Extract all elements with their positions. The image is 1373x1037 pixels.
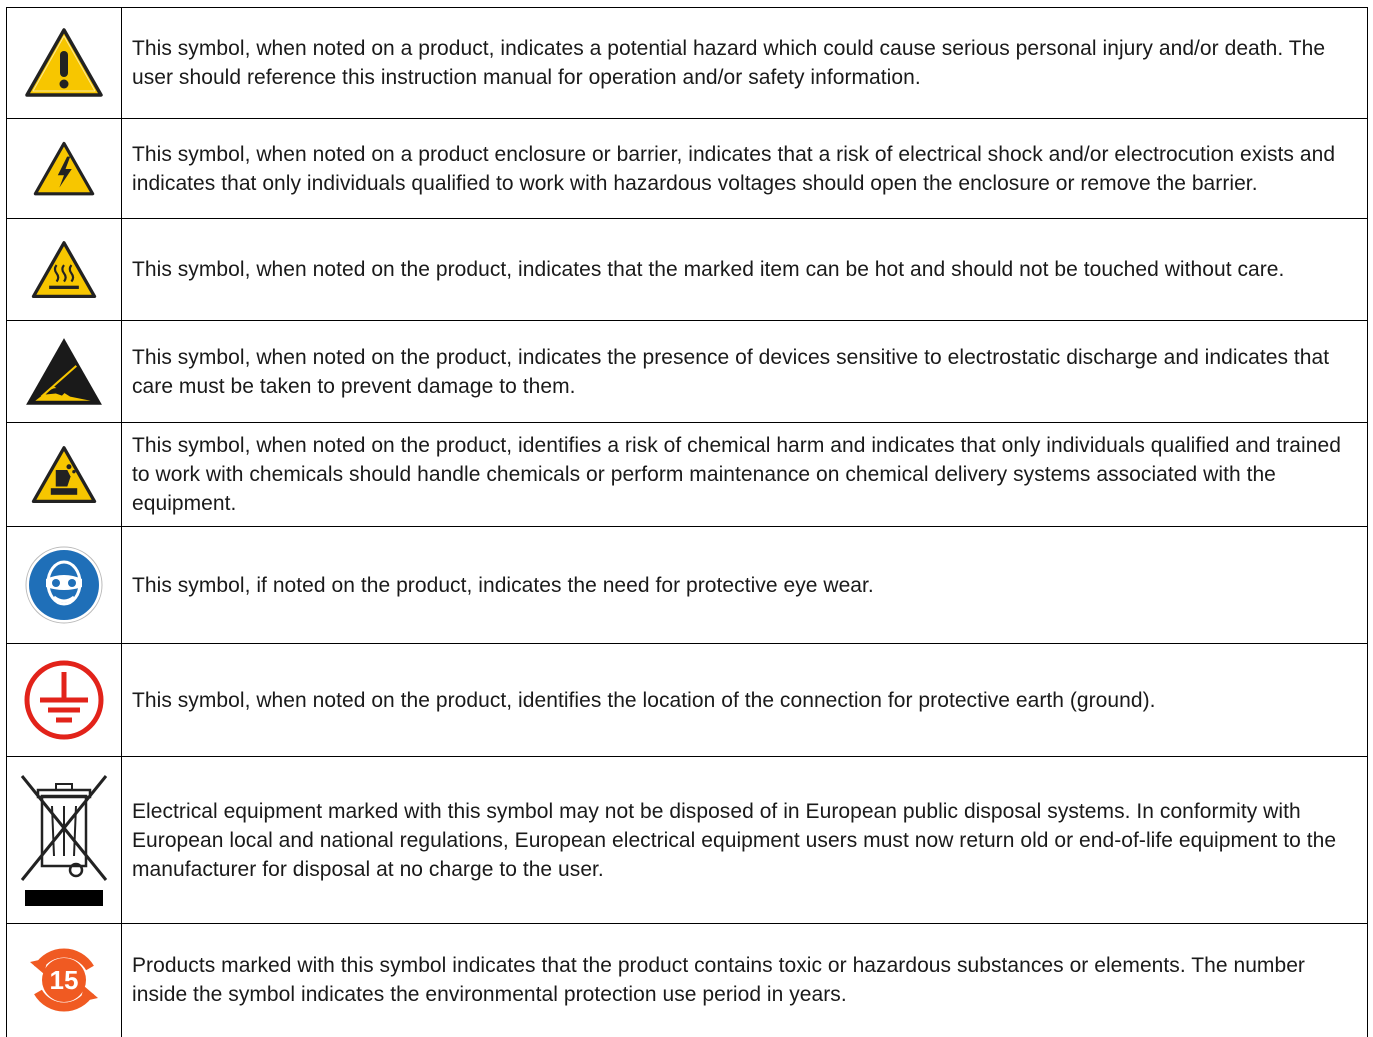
symbol-description: This symbol, when noted on the product, indicates that the marked item can be hot and should not be touched without care.: [122, 219, 1368, 321]
weee-black-bar: [25, 890, 103, 906]
symbol-description: This symbol, when noted on a product, indicates a potential hazard which could cause serious personal injury and/or death. The user should reference this instruction manual for operation and/or safety information.: [122, 8, 1368, 119]
symbol-icon-cell: [7, 321, 122, 423]
symbol-icon-cell: [7, 119, 122, 219]
symbol-icon-cell: [7, 924, 122, 1037]
symbol-row: [7, 219, 1368, 321]
symbol-description: This symbol, when noted on a product enclosure or barrier, indicates that a risk of electrical shock and/or electrocution exists and indicates that only individuals qualified to work with hazardous voltages should open the enclosure or remove the barrier.: [122, 119, 1368, 219]
symbol-description: This symbol, when noted on the product, identifies a risk of chemical harm and indicates that only individuals qualified and trained to work with chemicals should handle chemicals or perform maintenance on chemical delivery systems associated with the equipment.: [122, 423, 1368, 527]
symbol-row: [7, 8, 1368, 119]
eye-protection-icon: [24, 545, 104, 625]
symbol-icon-cell: [7, 757, 122, 924]
protective-earth-icon: [22, 658, 106, 742]
symbol-row: [7, 924, 1368, 1037]
symbol-row: [7, 423, 1368, 527]
symbol-description: This symbol, if noted on the product, indicates the need for protective eye wear.: [122, 527, 1368, 644]
symbol-description: Products marked with this symbol indicates that the product contains toxic or hazardous substances or elements. The number inside the symbol indicates the environmental protection use period in years.: [122, 924, 1368, 1037]
symbol-row: [7, 321, 1368, 423]
symbol-icon-cell: [7, 219, 122, 321]
symbol-row: [7, 644, 1368, 757]
general-warning-icon: [24, 27, 104, 99]
environmental-protection-use-period-icon: [24, 940, 104, 1020]
symbol-row: [7, 119, 1368, 219]
symbol-description: This symbol, when noted on the product, indicates the presence of devices sensitive to electrostatic discharge and indicates that care must be taken to prevent damage to them.: [122, 321, 1368, 423]
symbol-description: This symbol, when noted on the product, identifies the location of the connection for protective earth (ground).: [122, 644, 1368, 757]
weee-symbol: [7, 774, 121, 906]
epup-number: 15: [49, 965, 79, 996]
symbol-icon-cell: [7, 423, 122, 527]
symbol-row: [7, 527, 1368, 644]
chemical-hazard-warning-icon: [31, 445, 97, 505]
weee-crossed-bin-icon: [18, 774, 110, 884]
symbol-icon-cell: [7, 527, 122, 644]
hot-surface-warning-icon: [31, 240, 97, 300]
symbol-row: [7, 757, 1368, 924]
electrical-shock-warning-icon: [33, 141, 95, 197]
symbol-icon-cell: [7, 8, 122, 119]
symbol-description: Electrical equipment marked with this symbol may not be disposed of in European public disposal systems. In conformity with European local and national regulations, European electrical equipment users must now return old or end-of-life equipment to the manufacturer for disposal at no charge to the user.: [122, 757, 1368, 924]
symbol-icon-cell: [7, 644, 122, 757]
electrostatic-discharge-warning-icon: [23, 335, 105, 409]
safety-symbols-table: [6, 7, 1368, 1037]
